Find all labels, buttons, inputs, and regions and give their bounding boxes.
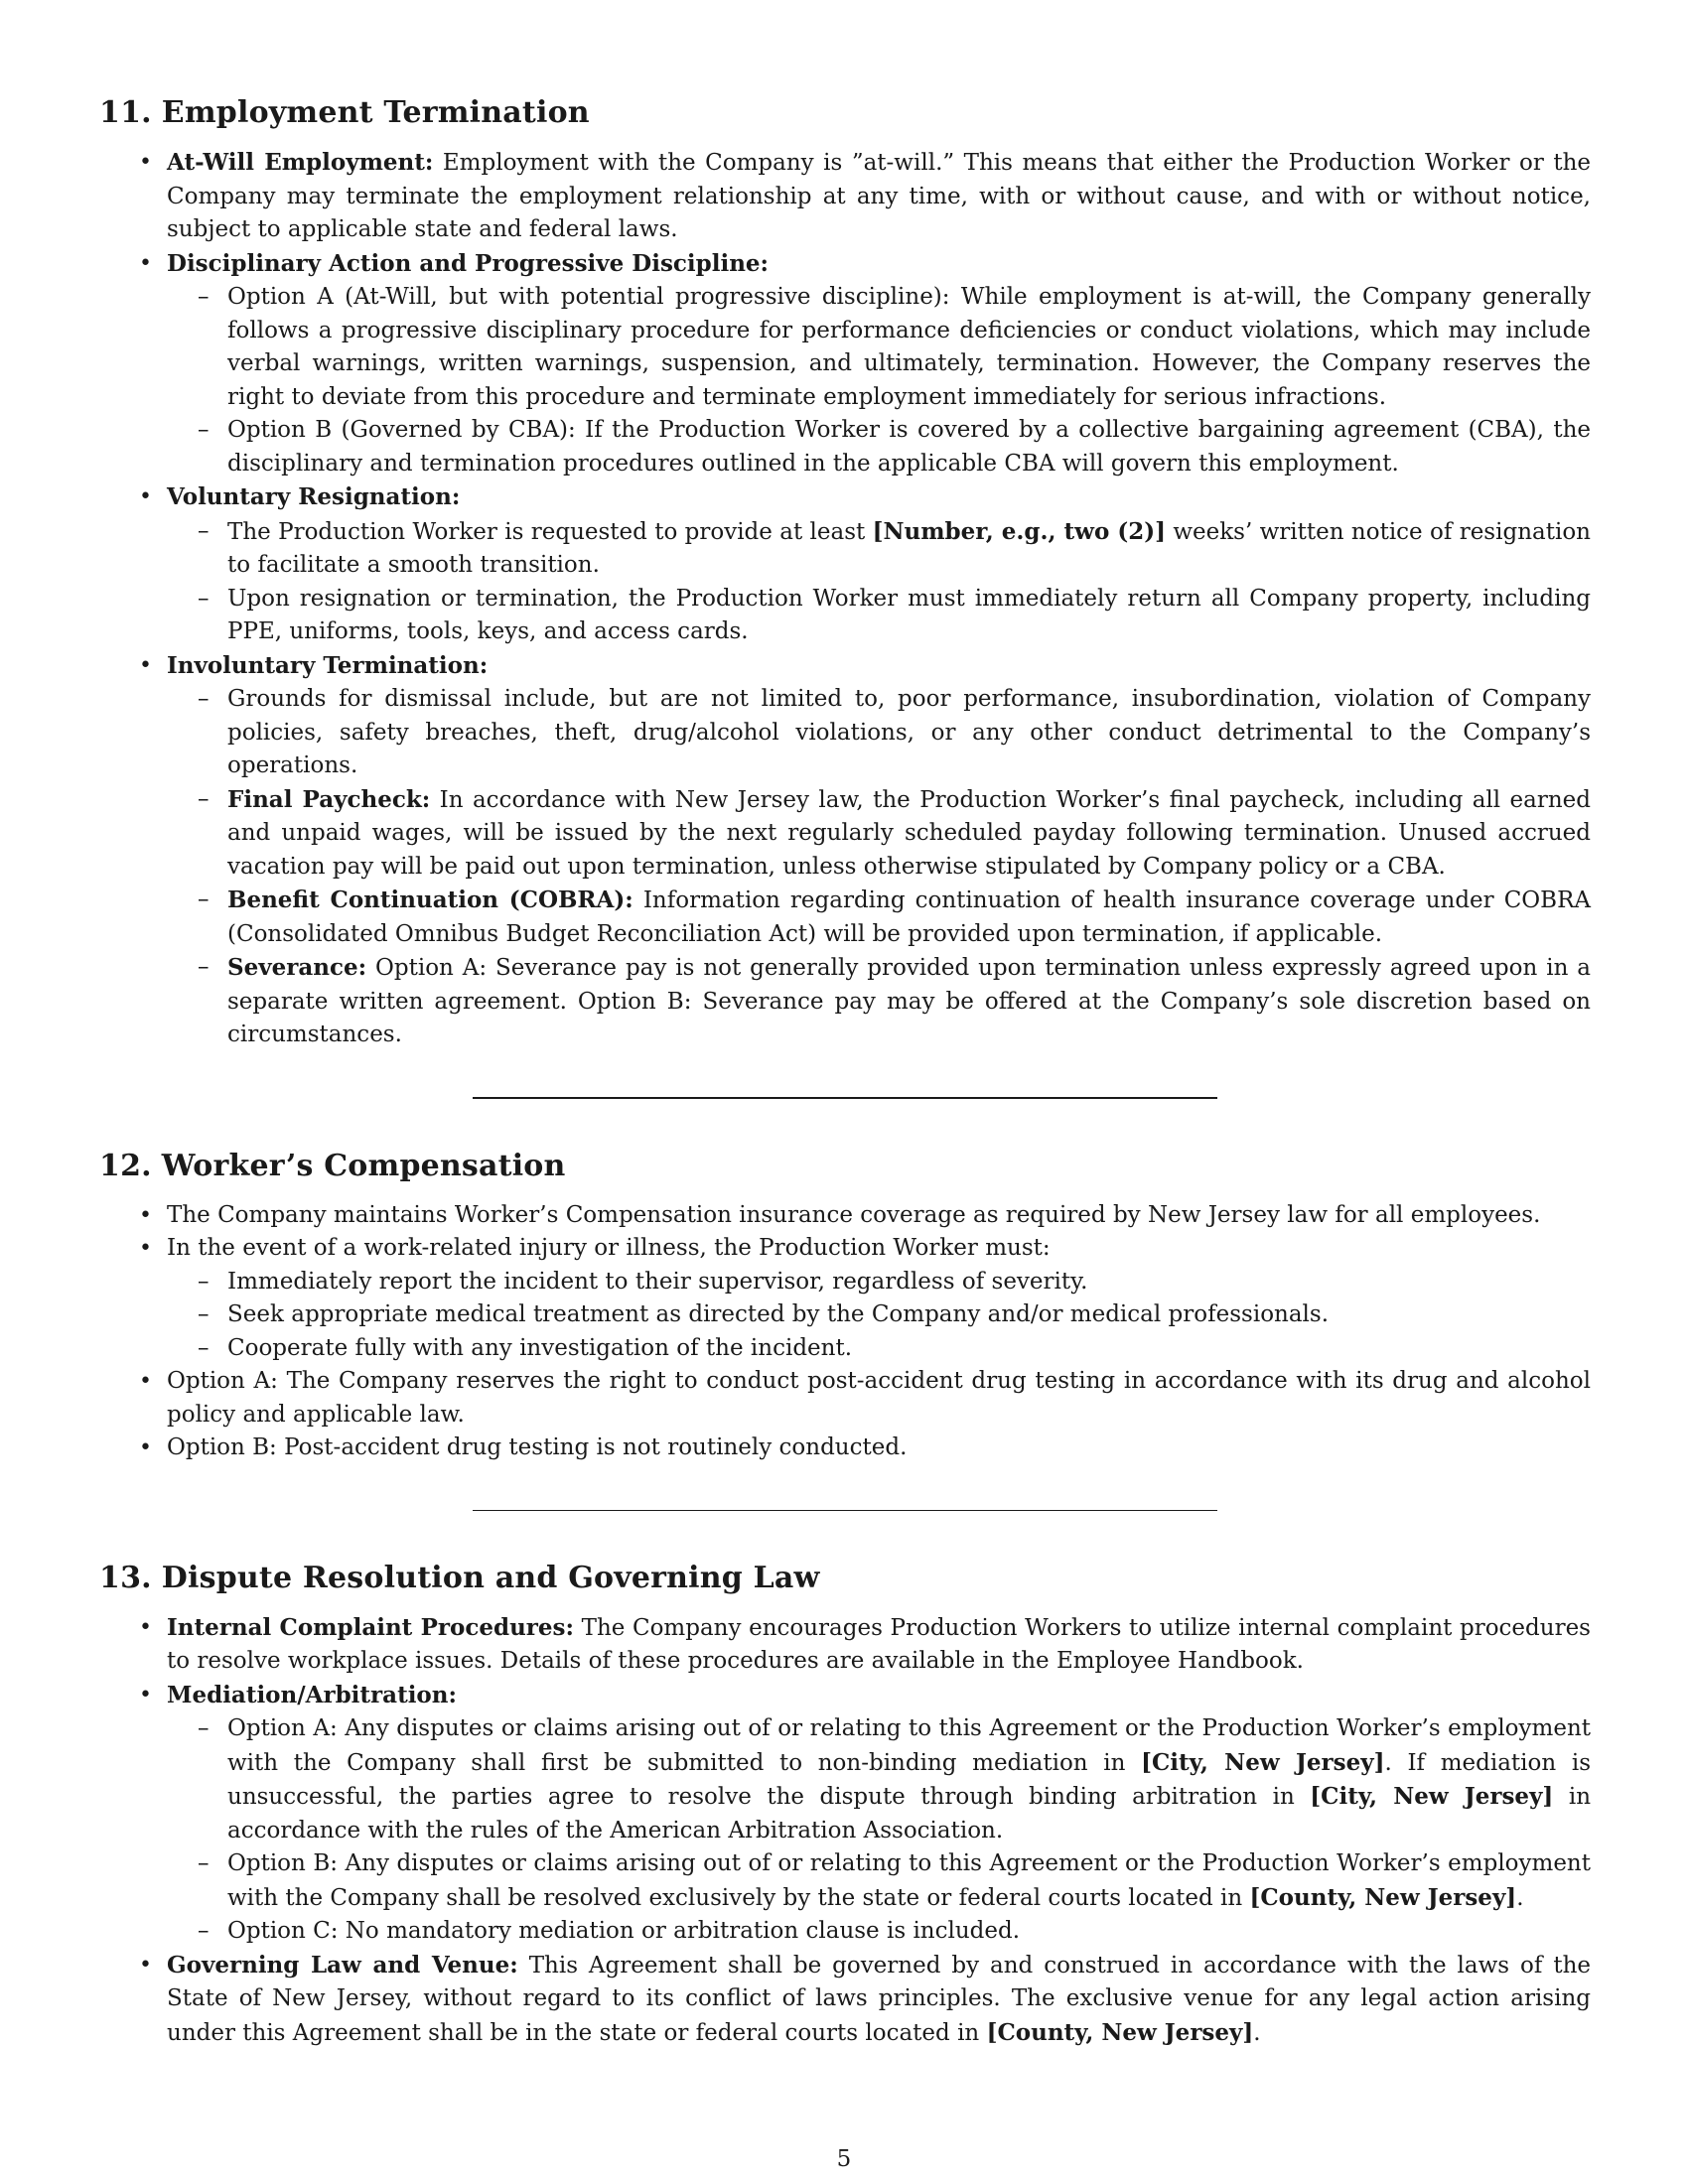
section-11-heading bbox=[99, 95, 1591, 130]
sub-item bbox=[227, 1712, 1591, 1847]
list-item bbox=[167, 480, 1591, 649]
sub-item: – Seek appropriate medical treatment as directed by the Company and/or medical professionals. bbox=[227, 1298, 1591, 1332]
sub-item-text: Option B: Any disputes or claims arising out of or relating to this Agreement or the Production Worker’s employment with the Company shall be resolved exclusively by the state or federal courts located in bbox=[227, 1850, 1591, 1911]
sub-item-label: Final Paycheck: bbox=[227, 785, 431, 813]
sub-item-text: Information regarding continuation of health insurance coverage under COBRA (Consolidated Omnibus Budget Reconciliation Act) will be provided upon termination, if applicable. bbox=[227, 887, 1591, 947]
sub-item-text: in accordance with the rules of the American Arbitration Association. bbox=[227, 1784, 1592, 1843]
sub-item: – Upon resignation or termination, the Production Worker must immediately return all Company property, including PPE, uniforms, tools, keys, and access cards. bbox=[227, 583, 1591, 649]
item-text: This Agreement shall be governed by and construed in accordance with the laws of the State of New Jersey, without regard to its conflict of laws principles. The exclusive venue for any legal action arising under this Agreement shall be in the state or federal courts located in bbox=[167, 1952, 1591, 2046]
section-divider bbox=[473, 1097, 1217, 1099]
section-number: 11. bbox=[99, 95, 152, 130]
list-item: • The Company maintains Worker’s Compensation insurance coverage as required by New Jersey law for all employees. bbox=[167, 1199, 1591, 1233]
page-number: 5 bbox=[836, 2146, 852, 2172]
sub-item-text: . If mediation is unsuccessful, the parties agree to resolve the dispute through binding arbitration in bbox=[227, 1749, 1591, 1810]
section-title: Dispute Resolution and Governing Law bbox=[161, 1560, 820, 1595]
sub-list bbox=[167, 1712, 1591, 1949]
sub-item: – Cooperate fully with any investigation of the incident. bbox=[227, 1332, 1591, 1366]
sub-item: – Option B (Governed by CBA): If the Production Worker is covered by a collective bargaining agreement (CBA), the disciplinary and termination procedures outlined in the applicable CBA will govern this employment. bbox=[227, 414, 1591, 480]
item-text: Employment with the Company is ”at-will.” This means that either the Production Worker or the Company may terminate the employment relationship at any time, with or without cause, and with or without notice, subject to applicable state and federal laws. bbox=[167, 150, 1591, 242]
item-label: Governing Law and Venue: bbox=[167, 1951, 518, 1979]
sub-item: – Immediately report the incident to their supervisor, regardless of severity. bbox=[227, 1266, 1591, 1299]
sub-item-label: Severance: bbox=[227, 954, 367, 981]
list-item bbox=[167, 1232, 1591, 1365]
section-divider bbox=[473, 1510, 1217, 1511]
item-text: In the event of a work-related injury or illness, the Production Worker must: bbox=[167, 1235, 1051, 1261]
sub-list bbox=[167, 683, 1591, 1052]
sub-item-text: The Production Worker is requested to provide at least bbox=[227, 518, 873, 545]
item-label: Mediation/Arbitration: bbox=[167, 1681, 457, 1708]
sub-list bbox=[167, 281, 1591, 480]
placeholder-text: [County, New Jersey] bbox=[1249, 1883, 1517, 1911]
list-item bbox=[167, 1949, 1591, 2051]
list-item bbox=[167, 247, 1591, 481]
section-13-heading bbox=[99, 1561, 1591, 1595]
item-text: . bbox=[1253, 2019, 1261, 2046]
document-page bbox=[99, 95, 1591, 2050]
section-number: 13. bbox=[99, 1560, 152, 1595]
sub-item-text: weeks’ written notice of resignation to facilitate a smooth transition. bbox=[227, 518, 1591, 578]
sub-item bbox=[227, 1847, 1591, 1915]
section-13-list bbox=[99, 1611, 1591, 2051]
item-text: The Company encourages Production Workers to utilize internal complaint procedures to resolve workplace issues. Details of these procedures are available in the Employee Handbook. bbox=[167, 1614, 1591, 1674]
placeholder-text: [City, New Jersey] bbox=[1141, 1748, 1385, 1776]
item-label: Involuntary Termination: bbox=[167, 651, 489, 679]
placeholder-text: [County, New Jersey] bbox=[986, 2018, 1254, 2046]
list-item: • Option A: The Company reserves the right to conduct post-accident drug testing in accordance with its drug and alcohol policy and applicable law. bbox=[167, 1365, 1591, 1432]
section-title: Employment Termination bbox=[161, 95, 590, 130]
list-item bbox=[167, 146, 1591, 247]
section-title: Worker’s Compensation bbox=[161, 1148, 566, 1183]
list-item bbox=[167, 1679, 1591, 1949]
section-11-list bbox=[99, 146, 1591, 1052]
item-label: Disciplinary Action and Progressive Discipline: bbox=[167, 249, 770, 277]
sub-item bbox=[227, 951, 1591, 1052]
sub-item bbox=[227, 515, 1591, 583]
item-label: Voluntary Resignation: bbox=[167, 483, 461, 510]
placeholder-text: [City, New Jersey] bbox=[1310, 1783, 1554, 1810]
sub-item-label: Benefit Continuation (COBRA): bbox=[227, 887, 633, 913]
section-number: 12. bbox=[99, 1148, 152, 1183]
sub-item bbox=[227, 783, 1591, 885]
placeholder-text: [Number, e.g., two (2)] bbox=[872, 517, 1166, 545]
sub-item: – Option C: No mandatory mediation or arbitration clause is included. bbox=[227, 1915, 1591, 1949]
sub-list bbox=[167, 515, 1591, 649]
sub-item-text: Option A: Severance pay is not generally provided upon termination unless expressly agreed upon in a separate written agreement. Option B: Severance pay may be offered at the Company’s sole discretion based on circumstances. bbox=[227, 955, 1591, 1047]
sub-item-text: In accordance with New Jersey law, the Production Worker’s final paycheck, including all earned and unpaid wages, will be issued by the next regularly scheduled payday following termination. Unused accrued vacation pay will be paid out upon termination, unless otherwise stipulated by Company policy or a CBA. bbox=[227, 786, 1591, 880]
sub-item-text: Option A: Any disputes or claims arising out of or relating to this Agreement or the Production Worker’s employment with the Company shall first be submitted to non-binding mediation in bbox=[227, 1715, 1591, 1776]
list-item bbox=[167, 1611, 1591, 1679]
item-label: Internal Complaint Procedures: bbox=[167, 1613, 574, 1641]
item-label: At-Will Employment: bbox=[167, 149, 434, 176]
sub-item-text: . bbox=[1516, 1884, 1524, 1911]
sub-item: – Grounds for dismissal include, but are not limited to, poor performance, insubordination, violation of Company policies, safety breaches, theft, drug/alcohol violations, or any other conduct detrimental to the Company’s operations. bbox=[227, 683, 1591, 783]
list-item: • Option B: Post-accident drug testing is not routinely conducted. bbox=[167, 1432, 1591, 1465]
sub-list bbox=[167, 1266, 1591, 1366]
section-12-list bbox=[99, 1199, 1591, 1465]
sub-item: – Option A (At-Will, but with potential progressive discipline): While employment is at-will, the Company generally follows a progressive disciplinary procedure for performance deficiencies or conduct violations, which may include verbal warnings, written warnings, suspension, and ultimately, termination. However, the Company reserves the right to deviate from this procedure and terminate employment immediately for serious infractions. bbox=[227, 281, 1591, 414]
list-item bbox=[167, 649, 1591, 1052]
sub-item bbox=[227, 884, 1591, 951]
section-12-heading bbox=[99, 1149, 1591, 1183]
